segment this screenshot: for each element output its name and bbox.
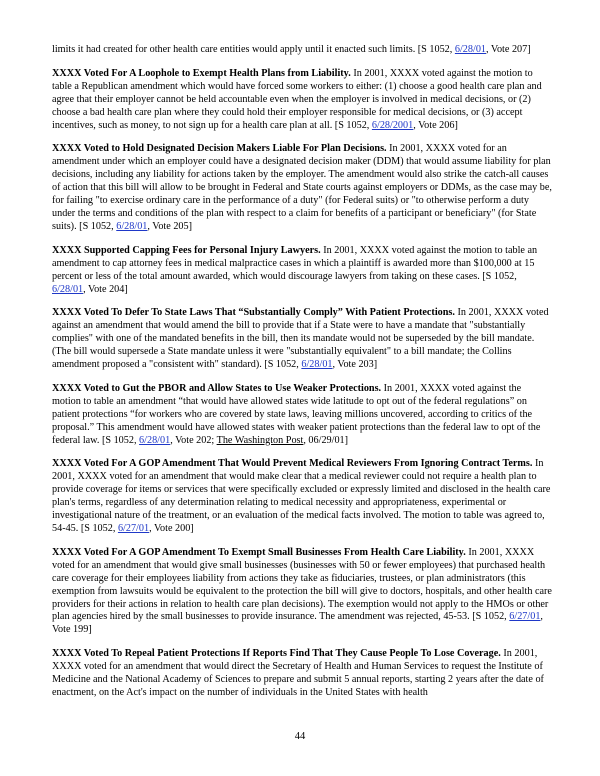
paragraph-body: In 2001, XXXX voted against an amendment that would amend the bill to provide that if a State were to have a mandate that "substantially complies" with one of the mandated benefits in the bill, then its mandate would not be superseded by the bill mandate. (The bill would supersede a State mandate unless it were "substantially equivalent" to a bill mandate; the Collins amendment proposed a "consistent with" standard). [S 1052, xyxy=(52,307,549,371)
paragraph-5 xyxy=(52,307,552,372)
paragraph-2 xyxy=(52,68,552,133)
paragraph-tail: , Vote 206] xyxy=(413,119,458,131)
paragraph-tail: , Vote 203] xyxy=(332,359,378,371)
page-number: 44 xyxy=(294,731,306,742)
paragraph-heading: XXXX Voted For A GOP Amendment To Exempt Small Businesses From Health Care Liability. xyxy=(52,546,466,558)
paragraph-body: In 2001, XXXX voted for an amendment that would give small businesses (businesses with 50 or fewer employees) that purchased health care coverage for their employees liability from actions they take as fiduciaries, trustees, or plan administrators (this exemption from lawsuits would be equivalent to the protection the bill will give to doctors, hospitals, and other health care providers for their actions in relation to health care plan decisions). The exemption would not apply to the HMOs or other plan agencies hired by the small businesses to provide insurance. The amendment was rejected, 45-53. [S 1052, xyxy=(52,546,552,623)
vote-date-link[interactable]: 6/27/01 xyxy=(509,611,541,623)
paragraph-9 xyxy=(52,648,552,700)
paragraph-tail: , Vote 199] xyxy=(52,611,543,636)
paragraph-1 xyxy=(52,44,552,57)
paragraph-body: In 2001, XXXX voted for an amendment under which an employer could have a designated decision maker (DDM) that would assume liability for plan decisions, including any liability for actions taken by the employer. The amendment would also strike the catch-all causes of action that this bill will allow to be brought in Federal and State courts against employers or DDMs, as the case may be, for failing "to exercise ordinary care in the performance of a duty" (for Federal suits) or "to otherwise perform a duty under the terms and conditions of the plan with respect to a claim for benefits of a participant or beneficiary" (for State suits). [S 1052, xyxy=(52,143,552,232)
paragraph-8 xyxy=(52,547,552,637)
paragraph-body: limits it had created for other health care entities would apply until it enacted such limits. [S 1052, xyxy=(52,44,455,55)
paragraph-body: In 2001, XXXX voted for an amendment that would direct the Secretary of Health and Human Services to request the Institute of Medicine and the National Academy of Sciences to prepare and submit 5 annual reports, starting 2 years after the date of enactment, on the Act's impact on the number of individuals in the United States with health xyxy=(52,648,544,698)
paragraph-heading: XXXX Voted To Repeal Patient Protections If Reports Find That They Cause People To Lose Coverage. xyxy=(52,648,501,660)
paragraph-tail: , Vote 207] xyxy=(486,44,531,55)
paragraph-6 xyxy=(52,383,552,448)
vote-date-link[interactable]: 6/28/01 xyxy=(301,359,333,371)
paragraph-heading: XXXX Supported Capping Fees for Personal Injury Lawyers. xyxy=(52,244,321,256)
paragraph-heading: XXXX Voted To Defer To State Laws That “Substantially Comply” With Patient Protections. xyxy=(52,307,455,319)
paragraph-tail: , Vote 200] xyxy=(149,523,194,534)
paragraph-body: In 2001, XXXX voted against the motion to table a Republican amendment which would have forced some workers to either: (1) choose a good health care plan and agree that their employer cannot be held accountable even when the employer is involved in medical decisions, or (2) choose a bad health care plan where they could hold their employer responsible for medical decisions, or (3) accept incentives, such as money, to not sign up for a health care plan at all. [S 1052, xyxy=(52,67,542,131)
paragraph-heading: XXXX Voted For A GOP Amendment That Would Prevent Medical Reviewers From Ignoring Contract Terms. xyxy=(52,458,533,470)
paragraph-7 xyxy=(52,458,552,535)
paragraph-heading: XXXX Voted For A Loophole to Exempt Health Plans from Liability. xyxy=(52,67,351,79)
source-tail: , 06/29/01] xyxy=(303,434,349,446)
paragraph-body: In 2001, XXXX voted for an amendment that would make clear that a medical reviewer could not require a health plan to provide coverage for items or services that were specifically excluded or expressly limited and disclosed in the health care plan's terms, regardless of any determination relating to medical necessity and appropriateness, experimental or investigational nature of the treatment, or an evaluation of the medical facts involved. The motion to table was agreed to, 54-45. [S 1052, xyxy=(52,458,551,534)
vote-date-link[interactable]: 6/28/01 xyxy=(139,434,171,446)
vote-date-link[interactable]: 6/28/01 xyxy=(116,220,148,232)
paragraph-3 xyxy=(52,143,552,233)
vote-date-link[interactable]: 6/28/01 xyxy=(454,44,487,55)
paragraph-body: In 2001, XXXX voted against the motion to table an amendment “that would have allowed states wide latitude to opt out of the federal regulations” on patient protections “for workers who are covered by state laws, leaving millions uncovered, according to critics of the proposal.” This amendment would have allowed states with weaker patient protections than the federal law to opt of the federal law. [S 1052, xyxy=(52,382,541,446)
paragraph-tail: , Vote 205] xyxy=(147,220,193,232)
vote-date-link[interactable]: 6/28/2001 xyxy=(371,119,414,131)
paragraph-body: In 2001, XXXX voted against the motion to table an amendment to cap attorney fees in medical malpractice cases in which a plaintiff is awarded more than $100,000 at 15 percent or less of the total amount awarded, which would discourage lawyers from taking on these cases. [S 1052, xyxy=(52,244,538,282)
paragraph-tail: , Vote 204] xyxy=(83,283,128,295)
paragraph-4 xyxy=(52,245,552,297)
paragraph-tail: , Vote 202; xyxy=(170,434,217,446)
vote-date-link[interactable]: 6/28/01 xyxy=(52,283,84,295)
paragraph-heading: XXXX Voted to Hold Designated Decision Makers Liable For Plan Decisions. xyxy=(52,143,387,155)
document-page xyxy=(52,44,552,711)
source-citation: The Washington Post xyxy=(216,434,304,446)
paragraph-heading: XXXX Voted to Gut the PBOR and Allow States to Use Weaker Protections. xyxy=(52,382,382,394)
vote-date-link[interactable]: 6/27/01 xyxy=(117,523,150,534)
